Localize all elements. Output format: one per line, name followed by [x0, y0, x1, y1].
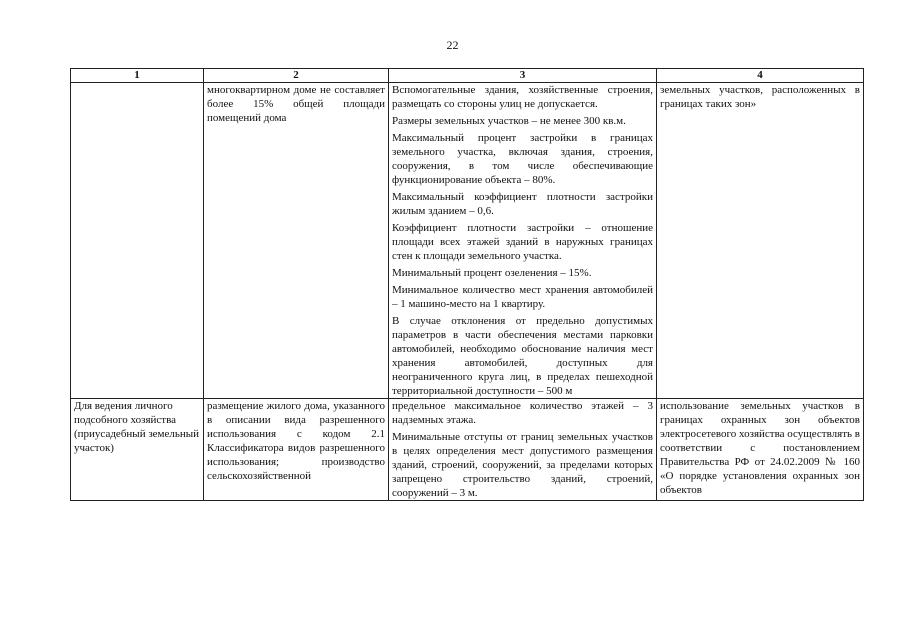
row2-col3	[389, 399, 657, 501]
table-row	[71, 399, 864, 501]
row1-col3-para: Размеры земельных участков – не менее 300 кв.м.	[392, 115, 626, 127]
page-number: 22	[446, 38, 459, 52]
row1-col3-para: Вспомогательные здания, хозяйственные строения, размещать со стороны улиц не допускается.	[392, 84, 653, 110]
table-row	[71, 83, 864, 399]
row1-col3-para: Максимальный процент застройки в границах земельного участка, включая здания, строения, сооружения, в том числе обеспечивающие функционирование объекта – 80%.	[392, 132, 653, 186]
table-header-row	[71, 69, 864, 83]
row2-col1: Для ведения личного подсобного хозяйства (приусадебный земельный участок)	[71, 399, 204, 501]
row1-col4: земельных участков, расположенных в границах таких зон»	[657, 83, 864, 399]
header-col-3: 3	[389, 69, 657, 83]
row1-col2: многоквартирном доме не составляет более 15% общей площади помещений дома	[204, 83, 389, 399]
header-col-4: 4	[657, 69, 864, 83]
row1-col3-para: Минимальное количество мест хранения автомобилей – 1 машино-место на 1 квартиру.	[392, 284, 653, 310]
row1-col1	[71, 83, 204, 399]
row2-col3-para: предельное максимальное количество этажей – 3 надземных этажа.	[392, 400, 653, 426]
row1-col3-para: Максимальный коэффициент плотности застройки жилым зданием – 0,6.	[392, 191, 653, 217]
row2-col3-para: Минимальные отступы от границ земельных участков в целях определения мест допустимого размещения зданий, строений, сооружений, за пределами которых запрещено строительство зданий, строений, сооружений – 3 м.	[392, 431, 653, 499]
regulations-table	[70, 68, 864, 501]
row2-col2: размещение жилого дома, указанного в описании вида разрешенного использования с кодом 2.1 Классификатора видов разрешенного использования; производство сельскохозяйственной	[204, 399, 389, 501]
row1-col3-para: Коэффициент плотности застройки – отношение площади всех этажей зданий в наружных границах стен к площади земельного участка.	[392, 222, 653, 262]
row1-col3-para: В случае отклонения от предельно допустимых параметров в части обеспечения местами парковки автомобилей, необходимо обоснование наличия мест хранения автомобилей, доступных для неограниченного круга лиц, в пределах пешеходной территориальной доступности – 500 м	[392, 315, 653, 397]
header-col-1: 1	[71, 69, 204, 83]
row1-col3	[389, 83, 657, 399]
row2-col4: использование земельных участков в границах охранных зон объектов электросетевого хозяйства осуществлять в соответствии с постановлением Правительства РФ от 24.02.2009 № 160 «О порядке установления охранных зон объектов	[657, 399, 864, 501]
header-col-2: 2	[204, 69, 389, 83]
row1-col3-para: Минимальный процент озеленения – 15%.	[392, 267, 592, 279]
